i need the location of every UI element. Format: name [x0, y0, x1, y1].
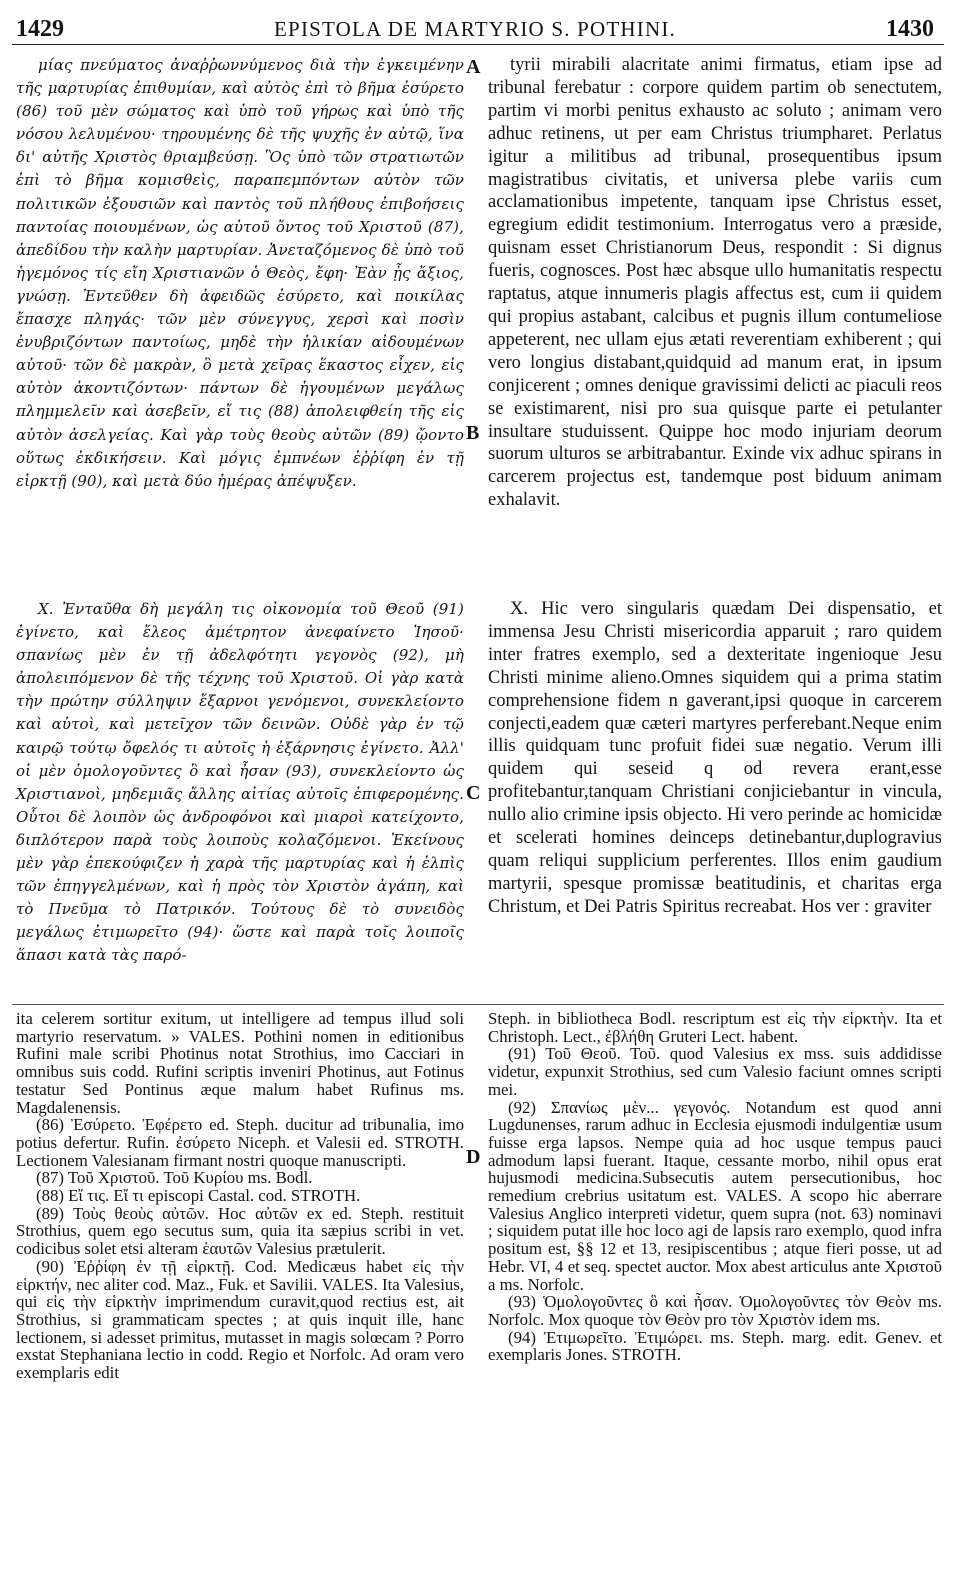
running-title: EPISTOLA DE MARTYRIO S. POTHINI. [274, 17, 676, 41]
footnote: (88) Εἴ τις. Εἴ τι episcopi Castal. cod. STROTH. [36, 1186, 361, 1206]
footnote: (87) Τοῦ Χριστοῦ. Τοῦ Κυρίου ms. Bodl. [36, 1168, 313, 1188]
footnote: (92) Σπανίως μὲν... γεγονός. Notandum est quod anni Lugdunenses, rarum adhuc in Ecclesia ejusmodi indulgentiæ usum fuisse erga lapsos. Nempe quia ad hoc usque tempus pauci admodum lapsi fuerant. Itaque, cessante morbo, nihil opus erat hujusmodi medicina.Subsecutis autem persecutionibus, hoc remedium crebrius usitatum est. VALES. A scopo hic aberrare Valesius Anglico interpreti videtur, quem supra (not. 63) nominavi ; siquidem putat ille hoc loco agi de lapsis raro exemplo, quod infra positum est, §§ 12 et 13, resipiscentibus ; atque fieri posse, ut ad Hebr. VI, 4 et seq. spectet auctor. Mox abest articulus ante Χριστοῦ a ms. Norfolc. [488, 1097, 942, 1294]
latin-text-p2 [488, 598, 942, 998]
margin-letter-c: C [466, 782, 481, 804]
footnote: (89) Τοὺς θεοὺς αὐτῶν. Hoc αὐτῶν ex ed. Steph. restituit Strothius, quem ego secutus sum, quia ita sæpius scribi in vet. codicibus solet etsi alteram ἑαυτῶν Valesius prætulerit. [16, 1203, 464, 1259]
header-rule [12, 44, 944, 45]
greek-text-p2 [16, 598, 464, 998]
greek-paragraph: μίας πνεύματος ἀναῤῥωννύμενος διὰ τὴν ἐγκειμένην τῆς μαρτυρίας ἐπιθυμίαν, καὶ αὐτὸς ἐπὶ τὸ βῆμα ἐσύρετο (86) τοῦ μὲν σώματος καὶ ὑπὸ τοῦ γήρως καὶ ὑπὸ τῆς νόσου λελυμένου· τηρουμένης δὲ τῆς ψυχῆς ἐν αὐτῷ, ἵνα δι' αὐτῆς Χριστὸς θριαμβεύσῃ. Ὃς ὑπὸ τῶν στρατιωτῶν ἐπὶ τὸ βῆμα κομισθεὶς, παραπεμπόντων αὐτὸν τῶν πολιτικῶν ἐξουσιῶν καὶ παντὸς τοῦ πλήθους ἐπιβοήσεις παντοίας ποιουμένων, ὡς αὐτοῦ ὄντος τοῦ Χριστοῦ (87), ἀπεδίδου τὴν καλὴν μαρτυρίαν. Ἀνεταζόμενος δὲ ὑπὸ τοῦ ἡγεμόνος τίς εἴη Χριστιανῶν ὁ Θεὸς, ἔφη· Ἐὰν ᾖς ἄξιος, γνώσῃ. Ἐντεῦθεν δὴ ἀφειδῶς ἐσύρετο, καὶ ποικίλας ἔπασχε πληγάς· τῶν μὲν σύνεγγυς, χερσὶ καὶ ποσὶν ἐνυβριζόντων παντοίως, μηδὲ τὴν ἡλικίαν αἰδουμένων αὐτοῦ· τῶν δὲ μακρὰν, ὃ μετὰ χεῖρας ἕκαστος εἶχεν, εἰς αὐτὸν ἀκοντιζόντων· πάντων δὲ ἡγουμένων μεγάλως πλημμελεῖν καὶ ἀσεβεῖν, εἴ τις (88) ἀπολειφθείη τῆς εἰς αὐτὸν ἀσελγείας. Καὶ γὰρ τοὺς θεοὺς αὐτῶν (89) ᾤοντο οὕτως ἐκδικήσειν. Καὶ μόγις ἐμπνέων ἐῤῥίφη ἐν τῇ εἱρκτῇ (90), καὶ μετὰ δύο ἡμέρας ἀπέψυξεν. [16, 56, 464, 490]
greek-paragraph: X. Ἐνταῦθα δὴ μεγάλη τις οἰκονομία τοῦ Θεοῦ (91) ἐγίνετο, καὶ ἔλεος ἀμέτρητον ἀνεφαίνετο Ἰησοῦ· σπανίως μὲν ἐν τῇ ἀδελφότητι γεγονὸς (92), μὴ ἀπολειπόμενον δὲ τῆς τέχνης τοῦ Χριστοῦ. Οἱ γὰρ κατὰ τὴν πρώτην σύλληψιν ἔξαρνοι γενόμενοι, συνεκλείοντο καὶ αὐτοὶ, καὶ μετεῖχον τῶν δεινῶν. Οὐδὲ γὰρ ἐν τῷ καιρῷ τούτῳ ὄφελός τι αὐτοῖς ἡ ἐξάρνησις ἐγίνετο. Ἀλλ' οἱ μὲν ὁμολογοῦντες ὃ καὶ ἦσαν (93), συνεκλείοντο ὡς Χριστιανοὶ, μηδεμιᾶς ἄλλης αἰτίας αὐτοῖς ἐπιφερομένης. Οὗτοι δὲ λοιπὸν ὡς ἀνδροφόνοι καὶ μιαροὶ κατείχοντο, διπλότερον παρὰ τοὺς λοιποὺς κολαζόμενοι. Ἐκείνους μὲν γὰρ ἐπεκούφιζεν ἡ χαρὰ τῆς μαρτυρίας καὶ ἡ ἐλπὶς τῶν ἐπηγγελμένων, καὶ ἡ πρὸς τὸν Χριστὸν ἀγάπη, καὶ τὸ Πνεῦμα τὸ Πατρικόν. Τούτους δὲ τὸ συνειδὸς μεγάλως ἐτιμωρεῖτο (94)· ὥστε καὶ παρὰ τοῖς λοιποῖς ἅπασι κατὰ τὰς παρό- [16, 600, 464, 965]
margin-letter-b: B [466, 422, 480, 444]
page-number-right: 1430 [886, 16, 934, 42]
footnote: (91) Τοῦ Θεοῦ. Τοῦ. quod Valesius ex mss. suis addidisse videtur, expunxit Strothius, sed cum Valesio faciunt omnes scripti mei. [488, 1044, 942, 1099]
footnote: (86) Ἐσύρετο. Ἐφέρετο ed. Steph. ducitur ad tribunalia, imo potius defertur. Rufin. ἐσύρετο Niceph. et Valesii ed. STROTH. Lectionem Valesianam firmant nostri quoque manuscripti. [16, 1115, 464, 1170]
footnotes-right [488, 1010, 942, 1566]
footnote: Steph. in bibliotheca Bodl. rescriptum est εἰς τὴν εἱρκτὴν. Ita et Christoph. Lect., ἐβλήθη Gruteri Lect. habent. [488, 1009, 942, 1046]
margin-letter-a: A [466, 56, 481, 78]
latin-paragraph: X. Hic vero singularis quædam Dei dispensatio, et immensa Jesu Christi misericordia apparuit ; raro quidem inter fratres exemplo, sed a dexteritate ingenioque Jesu Christi minime alieno.Omnes siquidem qui a prima statim comprehensione fidem n gaverant,ipsi quoque in carcerem conjecti,eadem quæ cæteri martyres perferebant.Neque enim illis quidquam tunc profuit fidei suæ negatio. Verum illi quidem qui seseid q od revera erant,esse profitebantur,tanquam Christiani conjiciebantur in vincula, nullo alio crimine ipsis objecto. Hi vero perinde ac homicidæ et scelerati homines deinceps detinebantur,duplogravius quam reliqui supplicium perferentes. Illos enim gaudium martyrii, spesque promissæ beatitudinis, et charitas erga Christum, et Dei Patris Spiritus recreabat. Hos ver : graviter [488, 599, 942, 917]
footnote: (93) Ὁμολογοῦντες ὃ καὶ ἦσαν. Ὁμολογοῦντες τὸν Θεὸν ms. Norfolc. Mox quoque τὸν Θεὸν pro τὸν Χριστὸν idem ms. [488, 1292, 942, 1329]
page-header [16, 14, 934, 48]
page-number-left: 1429 [16, 16, 64, 42]
footnote: (90) Ἐῤῥίφη ἐν τῇ εἱρκτῇ. Cod. Medicæus habet εἰς τὴν εἱρκτήν, nec aliter cod. Maz., Fuk. et Savilii. VALES. Ita Valesius, qui εἰς τὴν εἱρκτὴν imprimendum curavit,quod rectius est, ait Strothius, si grammaticam spectes ; at quis inquit ille, hanc lectionem, si adesset primitus, mutasset in magis solœcam ? Porro exstat Stephaniana lectio in codd. Regio et Norfolc. Ad oram vero exemplaris edit [16, 1256, 464, 1383]
latin-paragraph: tyrii mirabili alacritate animi firmatus, etiam ipse ad tribunal ferebatur : corpore quidem partim ob senectutem, partim vi morbi penitus exhausto ac soluto ; animam vero adhuc retinens, ut per eam Christus triumpharet. Perlatus igitur a militibus ad tribunal, prosequentibus ipsum magistratibus civitatis, et universa plebe variis cum acclamationibus impetente, tanquam ipse Christus esset, egregium edidit testimonium. Interrogatus vero a præside, quisnam esset Christianorum Deus, respondit : Si dignus fueris, cognosces. Post hæc absque ullo humanitatis respectu raptatus, atque innumeris plagis affectus est, cum ii quidem qui propius astabant, calcibus et pugnis illum contumeliose appeterent, nec ullam ejus ætati reverentiam exhiberent ; qui vero longius distabant,quidquid ad manum erat, in ipsum conjicerent ; omnes denique gravissimi delicti ac piaculi reos se existimarent, nisi pro sua quisque parte ei petulanter insultare studuissent. Quippe hoc modo injuriam deorum suorum ulturos se arbitrabantur. Exinde vix adhuc spirans in carcerem projectus est, tandemque post biduum animam exhalavit. [488, 55, 942, 511]
latin-text-p1 [488, 54, 942, 594]
footnote: (94) Ἐτιμωρεῖτο. Ἐτιμώρει. ms. Steph. marg. edit. Genev. et exemplaris Jones. STROTH. [488, 1327, 942, 1365]
footnotes-left [16, 1010, 464, 1566]
greek-text-p1 [16, 54, 464, 560]
footnote: ita celerem sortitur exitum, ut intelligere ad tempus illud soli martyrio reservatum. » VALES. Pothini nomen in editionibus Rufini male scribi Photinus notat Strothius, imo Cacciari in omnibus suis codd. Rufini scriptis inveniri Photinus, aut Fotinus testatur Sed Pontinus æque malum habet Rufinus ms. Magdalenensis. [16, 1009, 464, 1117]
footnote-rule [12, 1004, 944, 1005]
margin-letter-d: D [466, 1146, 481, 1168]
